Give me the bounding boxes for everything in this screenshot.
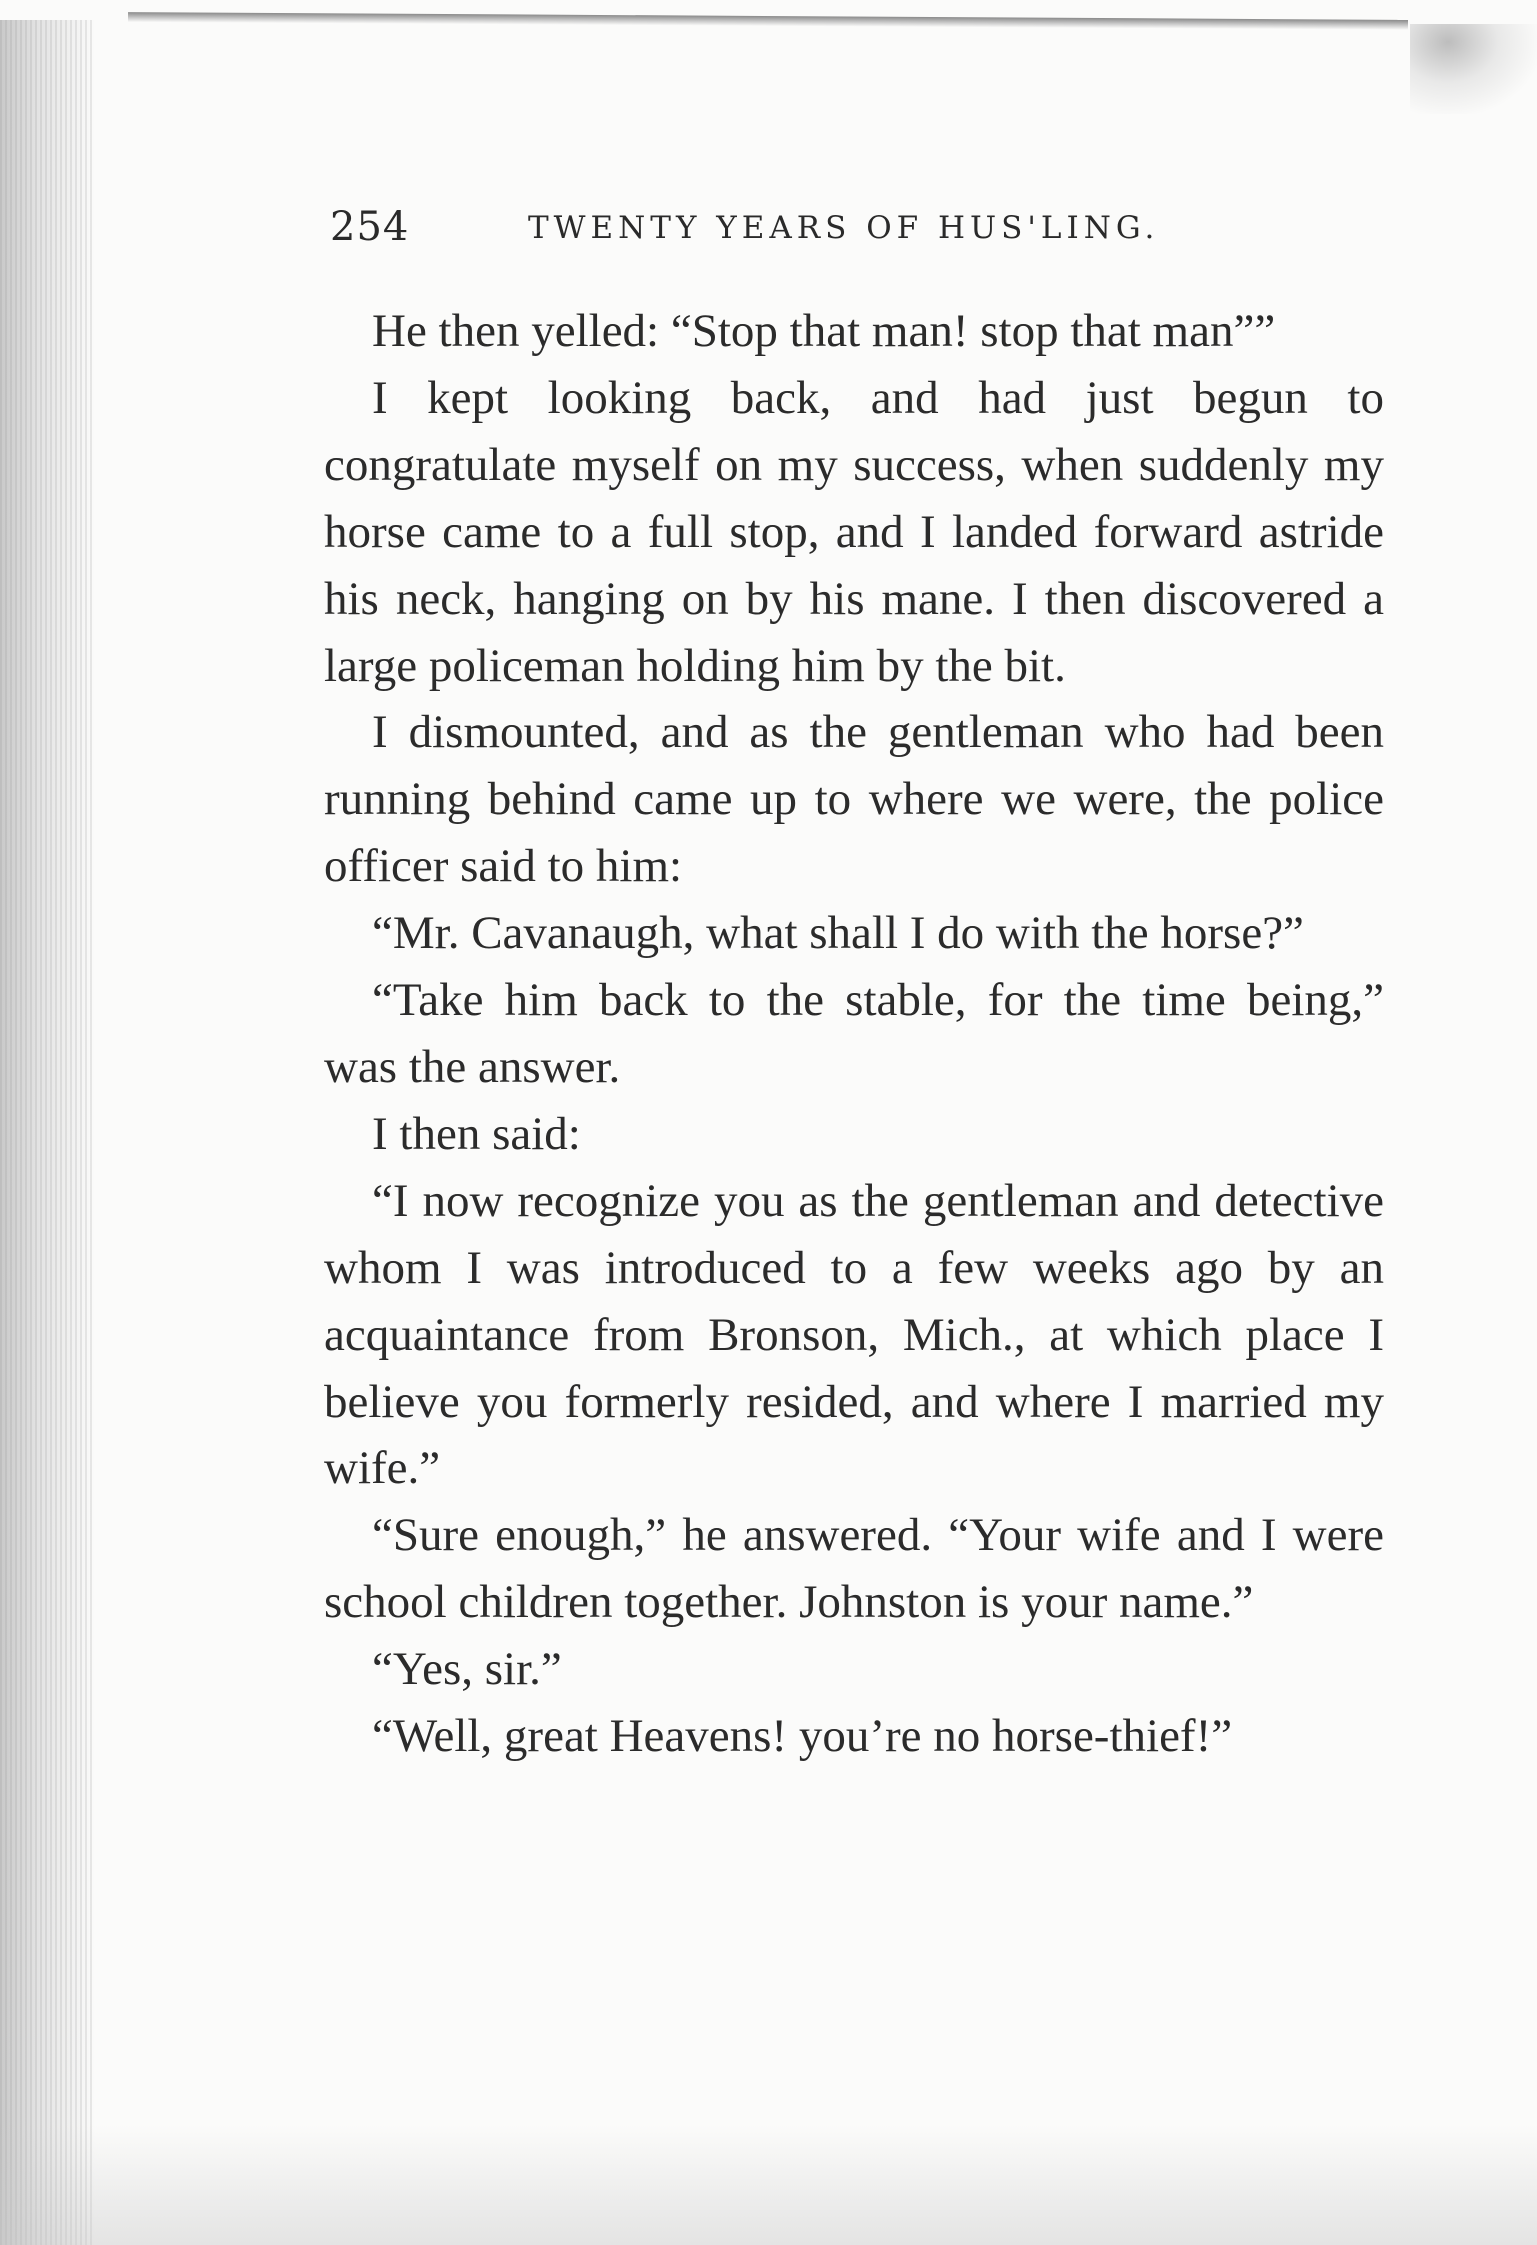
paragraph: “Yes, sir.” [372, 1643, 562, 1696]
paragraph: I then said: [372, 1107, 581, 1160]
page-binding-edge [0, 20, 95, 2245]
paragraph: He then yelled: “Stop that man! stop that man”” [372, 305, 1276, 357]
page-bottom-shadow [0, 2125, 1537, 2245]
page-top-edge-shadow [128, 12, 1408, 30]
paragraph: I dismounted, and as the gentleman who had been running behind came up to where we were, the police officer said to him: [324, 706, 1384, 893]
paragraph: “Well, great Heavens! you’re no horse-thief!” [372, 1710, 1233, 1763]
body-text [324, 298, 1384, 1770]
paragraph: I kept looking back, and had just begun to congratulate myself on my success, when suddenly my horse came to a full stop, and I landed forward astride his neck, hanging on by his mane. I then discovered a large policeman holding him by the bit. [324, 371, 1384, 692]
paragraph: “Take him back to the stable, for the time being,” was the answer. [324, 974, 1384, 1093]
running-head: TWENTY YEARS OF HUS'LING. [528, 210, 1160, 246]
page-number: 254 [330, 204, 410, 250]
page-corner-shadow [1410, 24, 1537, 114]
paragraph: “Sure enough,” he answered. “Your wife and I were school children together. Johnston is your name.” [324, 1509, 1384, 1629]
paragraph: “I now recognize you as the gentleman and detective whom I was introduced to a few weeks ago by an acquaintance from Bronson, Mich., at which place I believe you formerly resided, and where I married my wife.” [324, 1174, 1384, 1495]
page-header [330, 204, 1230, 264]
paragraph: “Mr. Cavanaugh, what shall I do with the horse?” [372, 907, 1304, 960]
